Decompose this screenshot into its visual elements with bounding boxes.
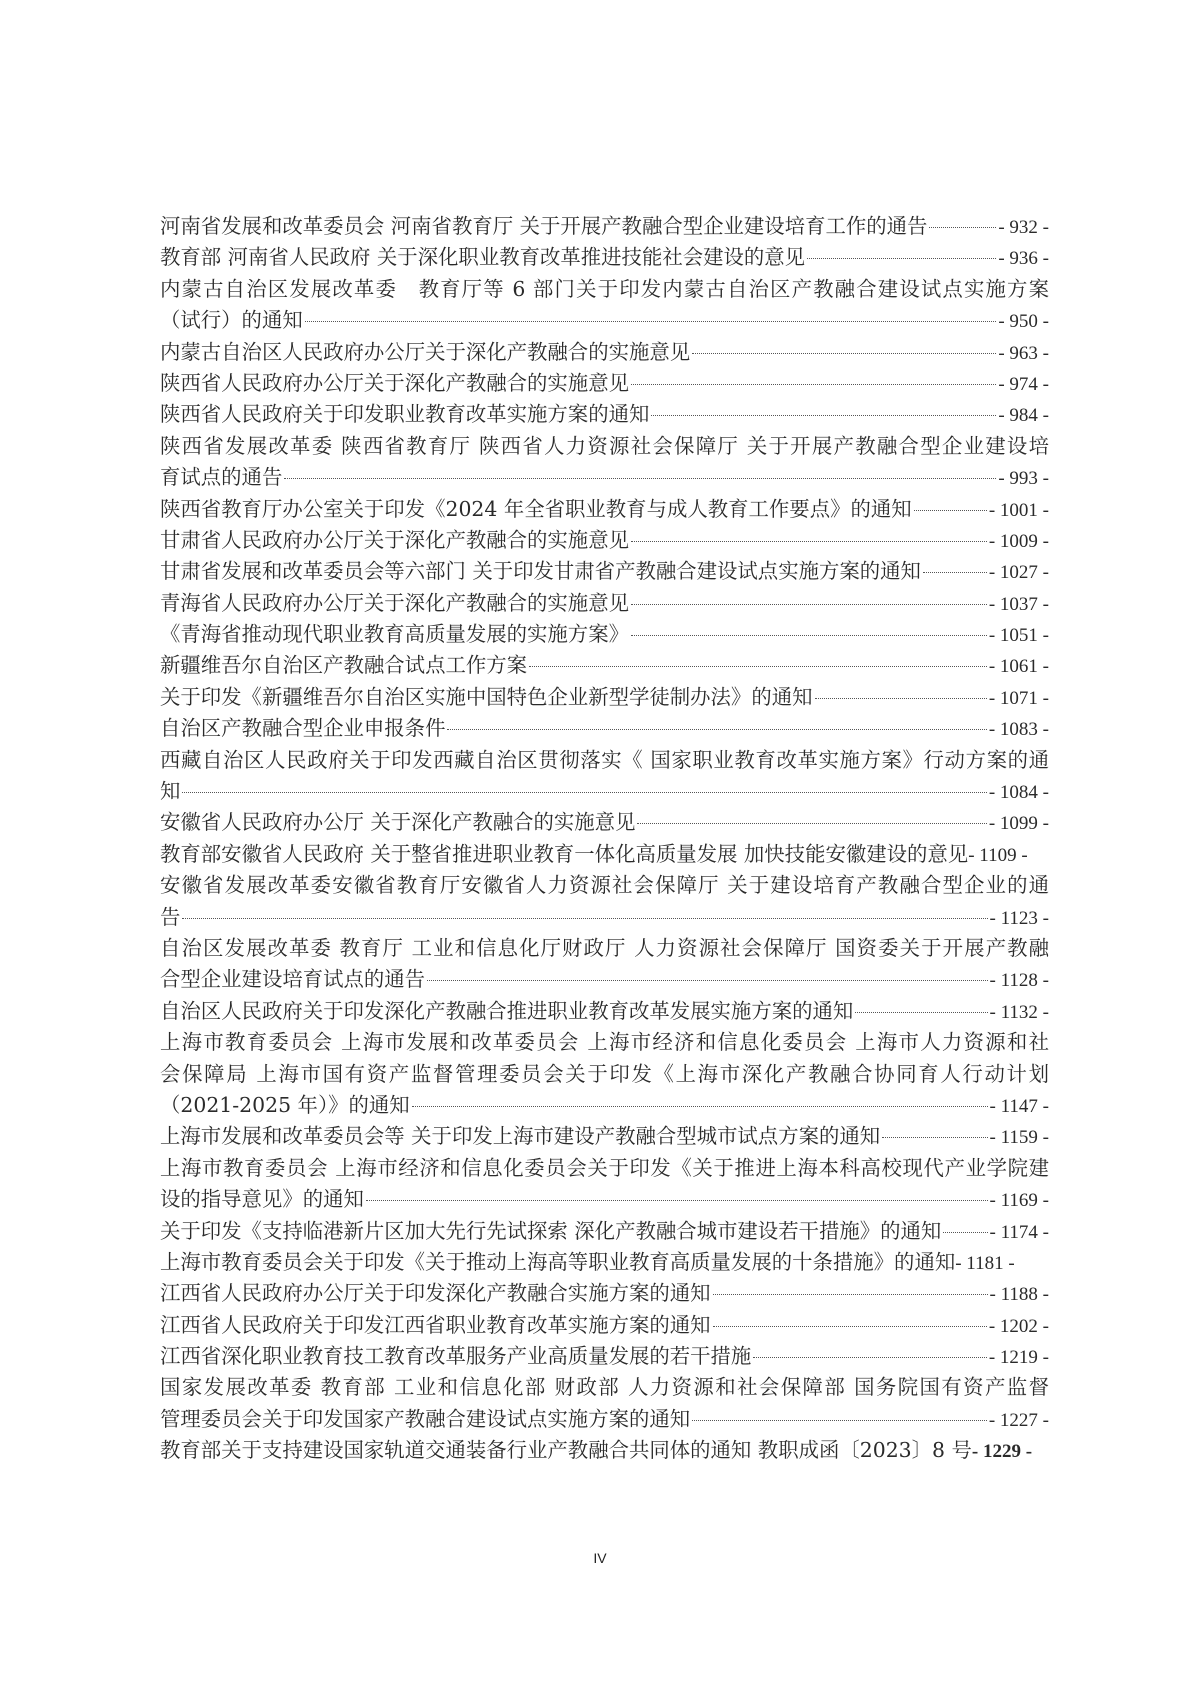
toc-entry[interactable] [160,1435,1049,1466]
toc-entry-row [160,807,1049,838]
dot-leader [182,792,986,793]
dot-leader [412,1106,988,1107]
toc-entry[interactable] [160,619,1049,650]
toc-entry-title-line: 内蒙古自治区发展改革委 教育厅等 6 部门关于印发内蒙古自治区产教融合建设试点实施方案 [160,276,1049,301]
dot-leader [529,666,987,667]
toc-entry-title-line: 甘肃省发展和改革委员会等六部门 关于印发甘肃省产教融合建设试点实施方案的通知 [160,559,921,584]
dot-leader [631,635,987,636]
dot-leader [631,541,987,542]
toc-page-number: - 1219 - [988,1347,1049,1369]
toc-entry-row [160,839,1049,870]
toc-entry[interactable] [160,1341,1049,1372]
dot-leader [807,258,996,259]
toc-entry[interactable] [160,368,1049,399]
toc-entry[interactable] [160,525,1049,556]
dot-leader [182,918,987,919]
table-of-contents [160,211,1049,1467]
toc-entry[interactable] [160,494,1049,525]
page-number: IV [593,1550,607,1566]
dot-leader [284,478,996,479]
dot-leader [692,1420,987,1421]
toc-entry-row [160,556,1049,587]
toc-entry[interactable] [160,1372,1049,1435]
toc-page-number: - 932 - [998,217,1049,238]
toc-entry-title-line: 陕西省人民政府关于印发职业教育改革实施方案的通知 [160,402,650,427]
toc-entry-row [160,368,1049,399]
toc-entry[interactable] [160,745,1049,808]
toc-page-number: - 1229 - [971,1441,1033,1463]
toc-entry-title-line: 关于印发《支持临港新片区加大先行先试探索 深化产教融合城市建设若干措施》的通知 [160,1218,942,1243]
toc-entry-title-line: 江西省深化职业教育技工教育改革服务产业高质量发展的若干措施 [160,1344,752,1369]
toc-entry[interactable] [160,274,1049,337]
toc-entry-row [160,1341,1049,1372]
toc-page-number: - 1147 - [989,1095,1049,1117]
toc-entry-title-line: 青海省人民政府办公厅关于深化产教融合的实施意见 [160,590,629,615]
toc-entry-title-line: 甘肃省人民政府办公厅关于深化产教融合的实施意见 [160,527,629,552]
toc-entry-row [160,650,1049,681]
toc-entry-row [160,682,1049,713]
toc-entry-row [160,902,1049,933]
toc-entry-title-line: 国家发展改革委 教育部 工业和信息化部 财政部 人力资源和社会保障部 国务院国有资产监督 [160,1375,1049,1400]
toc-entry-row [160,1435,1049,1466]
toc-page-number: - 1227 - [988,1409,1049,1431]
dot-leader [447,729,986,730]
toc-page-number: - 1027 - [988,562,1049,584]
toc-entry-title-line: 告 [160,904,181,929]
toc-entry-title-line: 江西省人民政府办公厅关于印发深化产教融合实施方案的通知 [160,1281,711,1306]
toc-entry-title-line: 上海市教育委员会 上海市发展和改革委员会 上海市经济和信息化委员会 上海市人力资源和社 [160,1030,1049,1055]
toc-page-number: - 993 - [998,468,1049,490]
toc-entry-row [160,211,1049,242]
toc-entry-title-line: 设的指导意见》的通知 [160,1187,364,1212]
toc-page-number: - 1202 - [988,1315,1049,1337]
toc-entry[interactable] [160,1216,1049,1247]
toc-page-number: - 950 - [998,311,1049,333]
dot-leader [753,1357,987,1358]
dot-leader [366,1200,988,1201]
toc-entry-row [160,1310,1049,1341]
toc-entry-title-line: 教育部 河南省人民政府 关于深化职业教育改革推进技能社会建设的意见 [160,245,806,270]
toc-entry-title-line: 教育部安徽省人民政府 关于整省推进职业教育一体化高质量发展 加快技能安徽建设的意见 [160,841,969,866]
toc-entry[interactable] [160,996,1049,1027]
toc-entry-title-line: 上海市发展和改革委员会等 关于印发上海市建设产教融合型城市试点方案的通知 [160,1124,881,1149]
toc-page-number: - 1009 - [988,530,1049,552]
dot-leader [923,572,987,573]
dot-leader [651,415,996,416]
toc-entry[interactable] [160,242,1049,273]
dot-leader [929,227,996,228]
toc-entry-row [160,525,1049,556]
toc-entry-title-line: 新疆维吾尔自治区产教融合试点工作方案 [160,653,528,678]
toc-entry[interactable] [160,1310,1049,1341]
toc-entry-row [160,964,1049,995]
toc-page-number: - 1123 - [989,907,1049,929]
toc-entry-title-line: 河南省发展和改革委员会 河南省教育厅 关于开展产教融合型企业建设培育工作的通告 [160,214,928,238]
toc-entry-row [160,494,1049,525]
toc-entry-title-line: 陕西省发展改革委 陕西省教育厅 陕西省人力资源社会保障厅 关于开展产教融合型企业建设培 [160,433,1049,458]
toc-entry[interactable] [160,807,1049,838]
dot-leader [305,321,997,322]
toc-entry-title-line: 合型企业建设培育试点的通告 [160,967,426,992]
toc-entry[interactable] [160,682,1049,713]
toc-page-number: - 1051 - [988,625,1049,647]
toc-entry-row [160,242,1049,273]
dot-leader [427,980,987,981]
toc-entry-title-line: 内蒙古自治区人民政府办公厅关于深化产教融合的实施意见 [160,339,691,364]
toc-entry-title-line: 江西省人民政府关于印发江西省职业教育改革实施方案的通知 [160,1312,711,1337]
toc-page-number: - 1169 - [989,1190,1049,1212]
toc-entry-title-line: 自治区发展改革委 教育厅 工业和信息化厅财政厅 人力资源社会保障厅 国资委关于开展产教融 [160,935,1049,960]
dot-leader [713,1294,988,1295]
toc-entry-title-line: 陕西省人民政府办公厅关于深化产教融合的实施意见 [160,370,629,395]
toc-entry-row [160,1121,1049,1152]
toc-entry-title-line: 上海市教育委员会 上海市经济和信息化委员会关于印发《关于推进上海本科高校现代产业学院建 [160,1155,1049,1180]
toc-page-number: - 1084 - [988,782,1049,804]
toc-entry-title-line: 安徽省发展改革委安徽省教育厅安徽省人力资源社会保障厅 关于建设培育产教融合型企业的通 [160,873,1049,898]
dot-leader [943,1232,987,1233]
toc-entry-row [160,1278,1049,1309]
toc-entry-title-line: 自治区产教融合型企业申报条件 [160,716,446,741]
toc-page-number: - 936 - [998,248,1049,270]
toc-entry-row [160,619,1049,650]
toc-page-number: - 1159 - [989,1127,1049,1149]
toc-entry-title-line: 《青海省推动现代职业教育高质量发展的实施方案》 [160,622,629,647]
toc-page-number: - 1128 - [989,970,1049,992]
toc-entry-title-line: 育试点的通告 [160,465,283,490]
toc-entry[interactable] [160,399,1049,430]
toc-entry[interactable] [160,839,1049,870]
dot-leader [631,604,987,605]
toc-entry-title-line: （试行）的通知 [160,308,303,333]
toc-entry-title-line: 西藏自治区人民政府关于印发西藏自治区贯彻落实《 国家职业教育改革实施方案》行动方案的通 [160,747,1049,772]
toc-page-number: - 1037 - [988,593,1049,615]
toc-entry[interactable] [160,431,1049,494]
toc-page-number: - 1061 - [988,656,1049,678]
dot-leader [815,698,987,699]
toc-page-number: - 1174 - [989,1221,1049,1243]
toc-entry-row [160,713,1049,744]
toc-entry-row [160,305,1049,336]
toc-entry[interactable] [160,1278,1049,1309]
toc-page-number: - 1188 - [989,1284,1049,1306]
toc-entry[interactable] [160,870,1049,933]
dot-leader [713,1326,987,1327]
toc-entry-title-line: 陕西省教育厅办公室关于印发《2024 年全省职业教育与成人教育工作要点》的通知 [160,496,912,521]
toc-entry[interactable] [160,337,1049,368]
toc-page-number: - 1132 - [989,1001,1049,1023]
toc-entry[interactable] [160,1121,1049,1152]
toc-page-number: - 1001 - [988,499,1049,521]
toc-entry[interactable] [160,1027,1049,1121]
toc-entry-title-line: （2021-2025 年）》的通知 [160,1092,410,1117]
toc-entry-row [160,462,1049,493]
dot-leader [631,384,996,385]
toc-entry[interactable] [160,713,1049,744]
dot-leader [855,1012,987,1013]
toc-entry-title-line: 知 [160,779,181,804]
toc-entry-row [160,337,1049,368]
toc-entry-row [160,1247,1049,1278]
toc-entry-row [160,1184,1049,1215]
toc-page-number: - 974 - [998,373,1049,395]
toc-entry[interactable] [160,556,1049,587]
toc-entry-row [160,399,1049,430]
toc-page-number: - 1181 - [955,1252,1015,1274]
dot-leader [914,510,987,511]
toc-entry-row [160,1404,1049,1435]
toc-entry[interactable] [160,1153,1049,1216]
toc-entry-title-line: 关于印发《新疆维吾尔自治区实施中国特色企业新型学徒制办法》的通知 [160,684,813,709]
dot-leader [882,1137,987,1138]
toc-entry[interactable] [160,933,1049,996]
toc-entry-title-line: 教育部关于支持建设国家轨道交通装备行业产教融合共同体的通知 教职成函〔2023〕8 号 [160,1438,972,1463]
toc-entry-row [160,996,1049,1027]
toc-page-number: - 984 - [998,405,1049,427]
toc-entry-row [160,588,1049,619]
toc-page-number: - 1071 - [988,687,1049,709]
dot-leader [692,353,996,354]
toc-entry-row [160,1090,1049,1121]
toc-entry-title-line: 安徽省人民政府办公厅 关于深化产教融合的实施意见 [160,810,636,835]
toc-entry-title-line: 会保障局 上海市国有资产监督管理委员会关于印发《上海市深化产教融合协同育人行动计划 [160,1061,1049,1086]
toc-entry-row [160,1216,1049,1247]
toc-page-number: - 963 - [998,342,1049,364]
toc-entry-title-line: 自治区人民政府关于印发深化产教融合推进职业教育改革发展实施方案的通知 [160,998,854,1023]
toc-entry[interactable] [160,588,1049,619]
toc-entry-title-line: 管理委员会关于印发国家产教融合建设试点实施方案的通知 [160,1406,691,1431]
toc-entry[interactable] [160,211,1049,242]
toc-entry-title-line: 上海市教育委员会关于印发《关于推动上海高等职业教育高质量发展的十条措施》的通知 [160,1249,956,1274]
toc-page-number: - 1109 - [968,844,1028,866]
dot-leader [637,823,986,824]
toc-entry-row [160,776,1049,807]
toc-entry[interactable] [160,1247,1049,1278]
toc-page-number: - 1099 - [988,813,1049,835]
toc-page-number: - 1083 - [988,719,1049,741]
toc-entry[interactable] [160,650,1049,681]
